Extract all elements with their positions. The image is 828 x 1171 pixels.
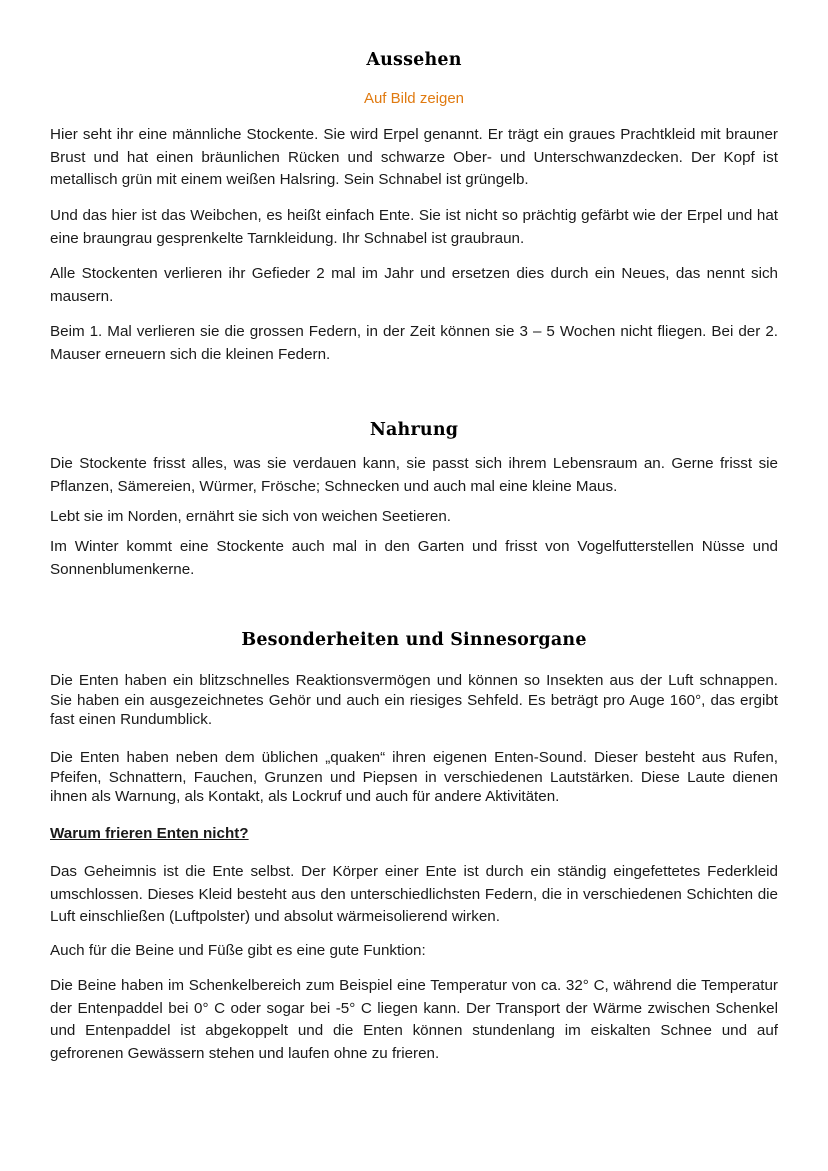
heading-aussehen: Aussehen	[366, 50, 462, 70]
paragraph-answer-2: Auch für die Beine und Füße gibt es eine gute Funktion:	[50, 942, 426, 959]
paragraph-answer-1: Das Geheimnis ist die Ente selbst. Der Körper einer Ente ist durch ein ständig eingefettetes Federkleid umschlossen. Dieses Kleid besteht aus den unterschiedlichsten Federn, die in verschiedenen Schichten die Luft einschließen (Luftpolster) und absolut wärmeisolierend wirken.	[50, 863, 778, 925]
paragraph-aussehen-2: Und das hier ist das Weibchen, es heißt einfach Ente. Sie ist nicht so prächtig gefärbt wie der Erpel und hat eine braungrau gesprenkelte Tarnkleidung. Ihr Schnabel ist graubraun.	[50, 207, 778, 247]
paragraph-aussehen-1: Hier seht ihr eine männliche Stockente. Sie wird Erpel genannt. Er trägt ein graues Prachtkleid mit brauner Brust und hat einen bräunlichen Rücken und schwarze Ober- und Unterschwanzdecken. Der Kopf ist metallisch grün mit einem weißen Halsring. Sein Schnabel ist grüngelb.	[50, 126, 778, 188]
paragraph-nahrung-3: Im Winter kommt eine Stockente auch mal in den Garten und frisst von Vogelfutterstellen Nüsse und Sonnenblumenkerne.	[50, 538, 778, 578]
question-heading: Warum frieren Enten nicht?	[50, 825, 249, 842]
paragraph-besonderheiten-2: Die Enten haben neben dem üblichen „quaken“ ihren eigenen Enten-Sound. Dieser besteht aus Rufen, Pfeifen, Schnattern, Fauchen, Grunzen und Piepsen in verschiedenen Lautstärken. Diese Laute dienen ihnen als Warnung, als Kontakt, als Lockruf und auch für andere Aktivitäten.	[50, 749, 778, 805]
heading-besonderheiten: Besonderheiten und Sinnesorgane	[241, 630, 587, 650]
paragraph-besonderheiten-1: Die Enten haben ein blitzschnelles Reaktionsvermögen und können so Insekten aus der Luft schnappen. Sie haben ein ausgezeichnetes Gehör und auch ein riesiges Sehfeld. Es beträgt pro Auge 160°, das ergibt fast einen Rundumblick.	[50, 672, 778, 728]
show-on-picture-note: Auf Bild zeigen	[363, 90, 465, 107]
paragraph-nahrung-2: Lebt sie im Norden, ernährt sie sich von weichen Seetieren.	[50, 508, 451, 525]
paragraph-nahrung-1: Die Stockente frisst alles, was sie verdauen kann, sie passt sich ihrem Lebensraum an. Gerne frisst sie Pflanzen, Sämereien, Würmer, Frösche; Schnecken und auch mal eine kleine Maus.	[50, 455, 778, 495]
paragraph-answer-3: Die Beine haben im Schenkelbereich zum Beispiel eine Temperatur von ca. 32° C, während die Temperatur der Entenpaddel bei 0° C oder sogar bei -5° C liegen kann. Der Transport der Wärme zwischen Schenkel und Entenpaddel ist abgekoppelt und die Enten können stundenlang im eiskalten Schnee und auf gefrorenen Gewässern stehen und laufen ohne zu frieren.	[50, 977, 778, 1062]
heading-nahrung: Nahrung	[369, 420, 459, 440]
paragraph-aussehen-3: Alle Stockenten verlieren ihr Gefieder 2 mal im Jahr und ersetzen dies durch ein Neues, das nennt sich mausern.	[50, 265, 778, 305]
paragraph-aussehen-4: Beim 1. Mal verlieren sie die grossen Federn, in der Zeit können sie 3 – 5 Wochen nicht fliegen. Bei der 2. Mauser erneuern sich die kleinen Federn.	[50, 323, 778, 363]
